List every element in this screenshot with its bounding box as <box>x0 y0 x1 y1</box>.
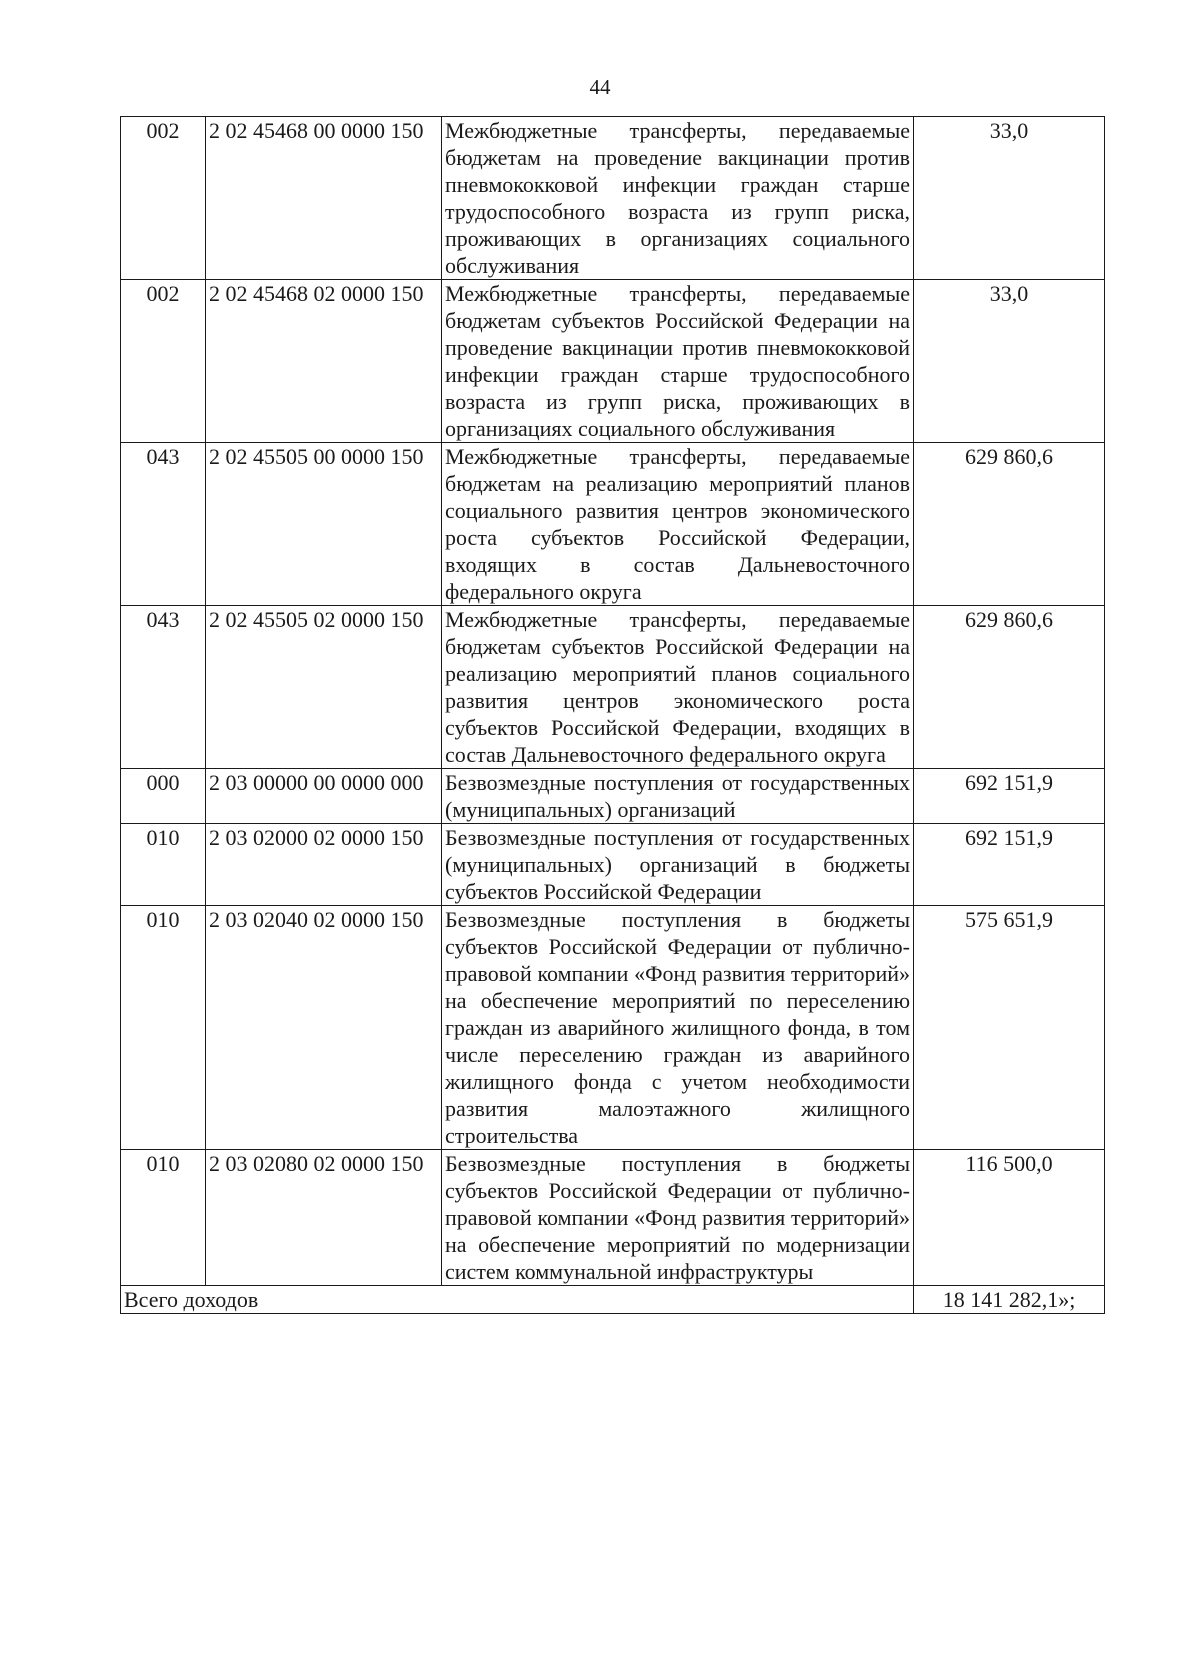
amount-cell: 692 151,9 <box>914 824 1105 906</box>
amount-cell: 33,0 <box>914 280 1105 443</box>
budget-code-cell: 2 03 02080 02 0000 150 <box>206 1150 442 1286</box>
amount-cell: 33,0 <box>914 117 1105 280</box>
admin-code-cell: 010 <box>121 906 206 1150</box>
budget-code-cell: 2 02 45505 00 0000 150 <box>206 443 442 606</box>
revenue-name-cell: Межбюджетные трансферты, передаваемые бюджетам на реализацию мероприятий планов социального развития центров экономического роста субъектов Российской Федерации, входящих в состав Дальневосточного федерального округа <box>442 443 914 606</box>
budget-code-cell: 2 03 02040 02 0000 150 <box>206 906 442 1150</box>
total-row <box>121 1286 1105 1314</box>
amount-cell: 116 500,0 <box>914 1150 1105 1286</box>
admin-code-cell: 010 <box>121 824 206 906</box>
admin-code-cell: 043 <box>121 443 206 606</box>
admin-code-cell: 043 <box>121 606 206 769</box>
budget-code-cell: 2 03 00000 00 0000 000 <box>206 769 442 824</box>
revenue-name-cell: Безвозмездные поступления от государственных (муниципальных) организаций в бюджеты субъектов Российской Федерации <box>442 824 914 906</box>
budget-code-cell: 2 02 45468 00 0000 150 <box>206 117 442 280</box>
revenue-name-cell: Безвозмездные поступления от государственных (муниципальных) организаций <box>442 769 914 824</box>
table-row <box>121 606 1105 769</box>
table-row <box>121 117 1105 280</box>
revenue-name-cell: Межбюджетные трансферты, передаваемые бюджетам субъектов Российской Федерации на реализацию мероприятий планов социального развития центров экономического роста субъектов Российской Федерации, входящих в состав Дальневосточного федерального округа <box>442 606 914 769</box>
revenue-name-cell: Межбюджетные трансферты, передаваемые бюджетам на проведение вакцинации против пневмококковой инфекции граждан старше трудоспособного возраста из групп риска, проживающих в организациях социального обслуживания <box>442 117 914 280</box>
total-amount: 18 141 282,1»; <box>914 1286 1105 1314</box>
table-row <box>121 906 1105 1150</box>
admin-code-cell: 002 <box>121 280 206 443</box>
amount-cell: 629 860,6 <box>914 443 1105 606</box>
table-row <box>121 769 1105 824</box>
table-row <box>121 280 1105 443</box>
admin-code-cell: 002 <box>121 117 206 280</box>
revenue-name-cell: Безвозмездные поступления в бюджеты субъектов Российской Федерации от публично-правовой компании «Фонд развития территорий» на обеспечение мероприятий по модернизации систем коммунальной инфраструктуры <box>442 1150 914 1286</box>
revenue-name-cell: Межбюджетные трансферты, передаваемые бюджетам субъектов Российской Федерации на проведение вакцинации против пневмококковой инфекции граждан старше трудоспособного возраста из групп риска, проживающих в организациях социального обслуживания <box>442 280 914 443</box>
budget-code-cell: 2 02 45468 02 0000 150 <box>206 280 442 443</box>
amount-cell: 575 651,9 <box>914 906 1105 1150</box>
table-row <box>121 824 1105 906</box>
revenue-table-body <box>121 117 1105 1314</box>
amount-cell: 629 860,6 <box>914 606 1105 769</box>
total-label: Всего доходов <box>121 1286 914 1314</box>
table-row <box>121 443 1105 606</box>
amount-cell: 692 151,9 <box>914 769 1105 824</box>
admin-code-cell: 000 <box>121 769 206 824</box>
table-row <box>121 1150 1105 1286</box>
page-number: 44 <box>589 75 611 99</box>
revenue-name-cell: Безвозмездные поступления в бюджеты субъектов Российской Федерации от публично-правовой компании «Фонд развития территорий» на обеспечение мероприятий по переселению граждан из аварийного жилищного фонда, в том числе переселению граждан из аварийного жилищного фонда с учетом необходимости развития малоэтажного жилищного строительства <box>442 906 914 1150</box>
budget-code-cell: 2 02 45505 02 0000 150 <box>206 606 442 769</box>
budget-code-cell: 2 03 02000 02 0000 150 <box>206 824 442 906</box>
revenue-table <box>120 116 1105 1314</box>
admin-code-cell: 010 <box>121 1150 206 1286</box>
